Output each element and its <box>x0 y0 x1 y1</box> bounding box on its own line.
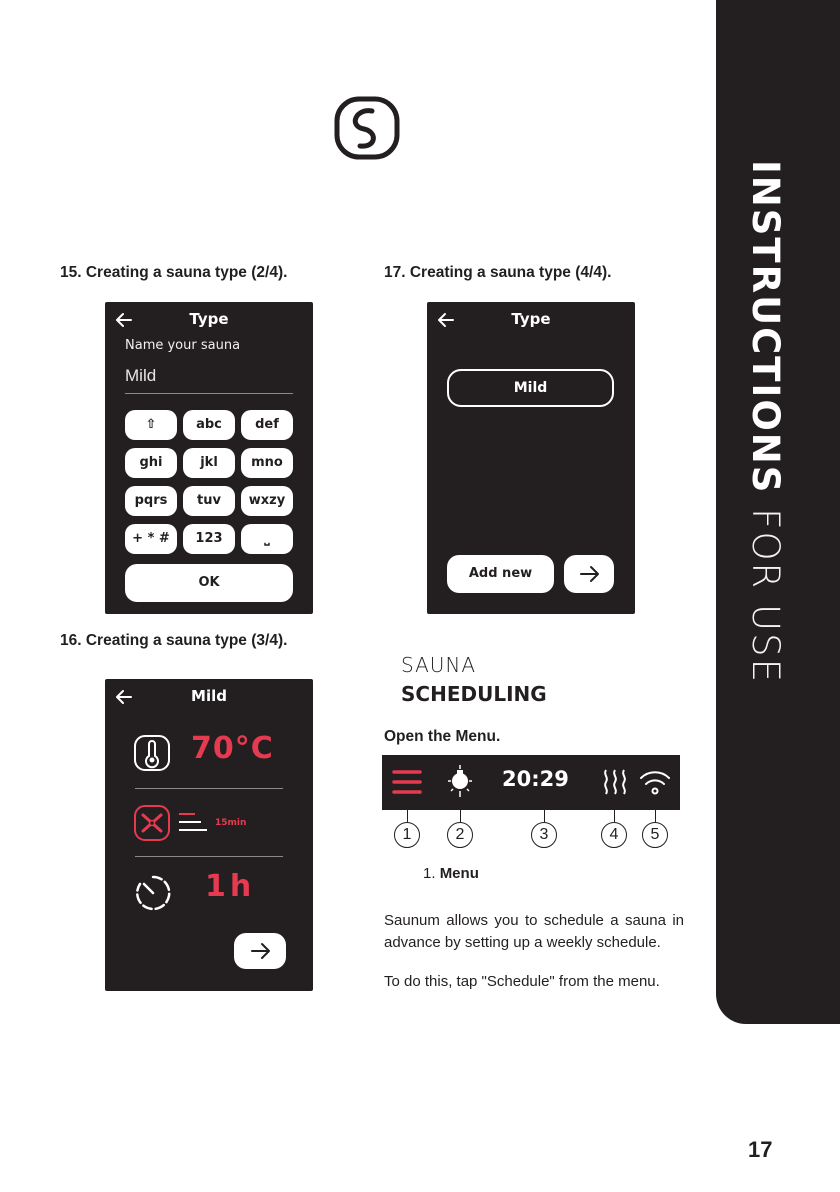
screen-title: Mild <box>191 687 227 705</box>
screen-title: Type <box>511 310 551 328</box>
callout-2: 2 <box>447 822 473 848</box>
name-prompt: Name your sauna <box>125 338 241 353</box>
key-tuv[interactable]: tuv <box>183 486 235 516</box>
divider <box>135 856 283 857</box>
saunum-logo <box>334 96 400 160</box>
step-17-title: 17. Creating a sauna type (4/4). <box>384 264 612 281</box>
callout-line <box>544 810 545 822</box>
open-menu-instruction: Open the Menu. <box>384 728 501 745</box>
callout-line <box>407 810 408 822</box>
next-button[interactable] <box>234 933 286 969</box>
callout-line <box>655 810 656 822</box>
key-space[interactable]: ⎵ <box>241 524 293 554</box>
key-shift[interactable]: ⇧ <box>125 410 177 440</box>
key-ghi[interactable]: ghi <box>125 448 177 478</box>
paragraph-schedule-intro: Saunum allows you to schedule a sauna in advance by setting up a weekly schedule. <box>384 912 684 951</box>
callout-4: 4 <box>601 822 627 848</box>
section-heading-bold: SCHEDULING <box>401 682 547 706</box>
next-button[interactable] <box>564 555 614 593</box>
key-mno[interactable]: mno <box>241 448 293 478</box>
key-def[interactable]: def <box>241 410 293 440</box>
legend-item-1 <box>423 865 479 882</box>
page-number: 17 <box>748 1137 773 1162</box>
screen-type-list <box>427 302 635 614</box>
side-tab-light: FOR USE <box>744 508 787 684</box>
temperature-value[interactable]: 70°C <box>191 731 274 766</box>
callout-line <box>614 810 615 822</box>
timer-icon[interactable] <box>133 873 173 913</box>
arrow-right-icon <box>234 933 286 969</box>
sauna-type-mild-button[interactable]: Mild <box>447 369 614 407</box>
key-jkl[interactable]: jkl <box>183 448 235 478</box>
key-abc[interactable]: abc <box>183 410 235 440</box>
screen-type-settings <box>105 679 313 991</box>
input-underline <box>125 393 293 394</box>
menu-icon[interactable] <box>392 769 422 795</box>
section-heading-light: SAUNA <box>401 653 477 677</box>
arrow-right-icon <box>564 555 614 593</box>
legend-label: Menu <box>439 865 479 882</box>
paragraph-schedule-howto: To do this, tap "Schedule" from the menu. <box>384 973 660 990</box>
fan-icon[interactable] <box>133 804 171 842</box>
side-tab <box>716 0 840 1024</box>
callout-3: 3 <box>531 822 557 848</box>
side-tab-text <box>735 160 795 720</box>
ok-button[interactable]: OK <box>125 564 293 602</box>
step-16-title: 16. Creating a sauna type (3/4). <box>60 632 288 649</box>
side-tab-bold: INSTRUCTIONS <box>744 160 787 495</box>
callout-1: 1 <box>394 822 420 848</box>
callout-5: 5 <box>642 822 668 848</box>
key-numbers[interactable]: 123 <box>183 524 235 554</box>
legend-number: 1. <box>423 865 436 882</box>
callout-line <box>460 810 461 822</box>
light-bulb-icon[interactable] <box>444 764 476 800</box>
key-symbols[interactable]: + * # <box>125 524 177 554</box>
add-new-button[interactable]: Add new <box>447 555 554 593</box>
screen-title: Type <box>189 310 229 328</box>
step-15-title: 15. Creating a sauna type (2/4). <box>60 264 288 281</box>
divider <box>135 788 283 789</box>
thermometer-icon[interactable] <box>133 734 171 772</box>
key-wxzy[interactable]: wxzy <box>241 486 293 516</box>
fan-duration-label: 15min <box>215 818 247 828</box>
menu-bar <box>382 755 680 810</box>
key-pqrs[interactable]: pqrs <box>125 486 177 516</box>
wifi-icon[interactable] <box>638 767 672 797</box>
heating-waves-icon[interactable] <box>600 767 630 797</box>
clock-time: 20:29 <box>502 767 569 791</box>
duration-value[interactable]: 1h <box>205 869 256 904</box>
sauna-name-input[interactable]: Mild <box>125 366 157 385</box>
fan-level-bars-icon <box>177 811 211 833</box>
screen-name-sauna <box>105 302 313 614</box>
